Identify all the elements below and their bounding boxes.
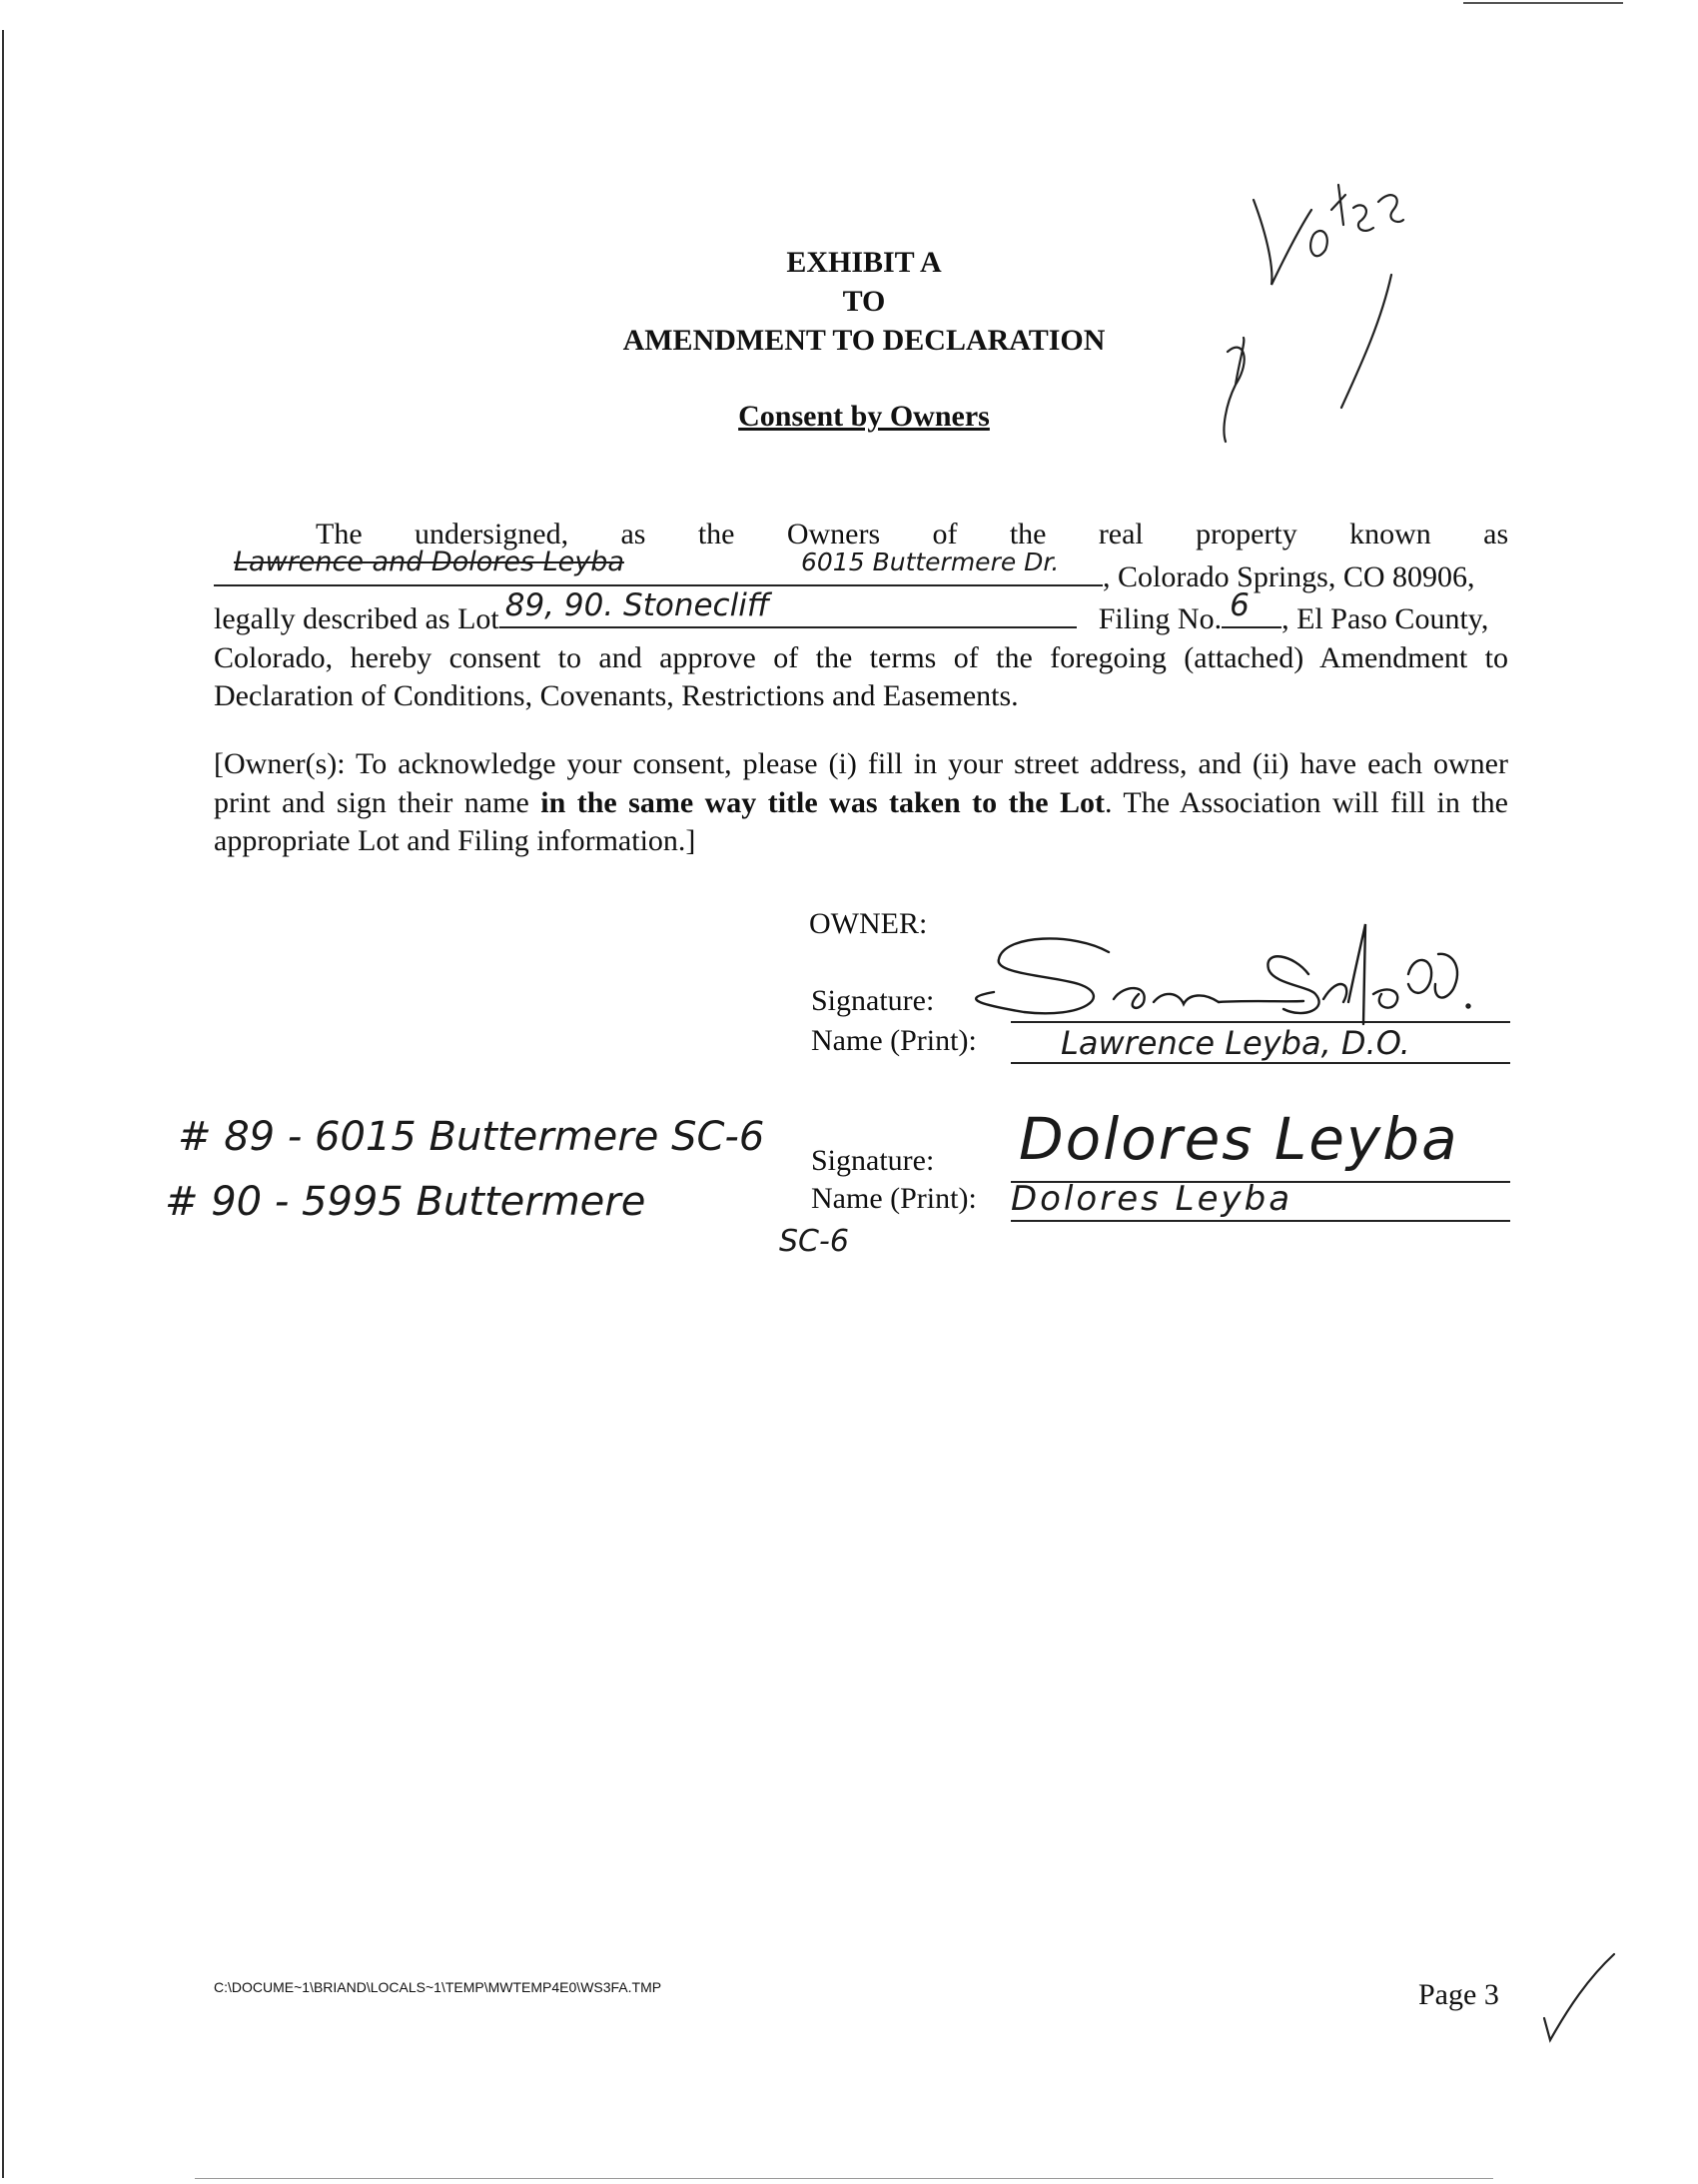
lot-89-note: # 89 - 6015 Buttermere SC-6 <box>178 1114 765 1160</box>
consent-word: property <box>1196 518 1297 550</box>
filing-handwritten: 6 <box>1230 586 1250 623</box>
page-number: Page 3 <box>1418 1978 1499 2011</box>
consent-word: as <box>620 518 646 550</box>
exhibit-title <box>0 243 1698 360</box>
consent-line-4: Colorado, hereby consent to and approve of the terms of the foregoing (attached) Amendment to <box>214 640 1508 674</box>
file-path: C:\DOCUME~1\BRIAND\LOCALS~1\TEMP\MWTEMP4E0\WS3FA.TMP <box>214 1979 662 1995</box>
county-text: , El Paso County, <box>1281 602 1489 635</box>
consent-word: the <box>697 518 735 550</box>
consent-word: The <box>316 518 363 550</box>
lot-prefix: legally described as Lot <box>214 602 499 635</box>
filing-blank <box>1222 586 1281 628</box>
signature-label-2: Signature: <box>811 1144 935 1177</box>
signature-2-handwritten: Dolores Leyba <box>1019 1105 1459 1173</box>
owner-names-handwritten: Lawrence and Dolores Leyba <box>234 546 624 577</box>
filing-prefix: Filing No. <box>1098 602 1223 635</box>
consent-word: Owners <box>786 518 881 550</box>
consent-word: real <box>1098 518 1144 550</box>
bottom-scan-mark <box>195 2178 1493 2179</box>
signature-1-image <box>964 914 1503 1029</box>
votes-margin-note <box>1214 180 1423 450</box>
consent-word: of <box>932 518 958 550</box>
consent-line-3 <box>214 586 1508 639</box>
owner-label: OWNER: <box>809 907 928 940</box>
consent-word: the <box>1009 518 1047 550</box>
name-line-2 <box>1011 1220 1510 1222</box>
to-line: TO <box>842 285 886 318</box>
printed-name-1-handwritten: Lawrence Leyba, D.O. <box>1061 1024 1410 1062</box>
exhibit-line: EXHIBIT A <box>786 246 942 279</box>
name-line-1 <box>1011 1062 1510 1064</box>
lot-90-note: # 90 - 5995 Buttermere <box>165 1179 646 1225</box>
name-label-2: Name (Print): <box>811 1182 977 1215</box>
printed-name-2-handwritten: Dolores Leyba <box>1011 1179 1293 1219</box>
signature-label-1: Signature: <box>811 984 935 1017</box>
checkmark-icon <box>1538 1948 1618 2048</box>
instructions-text-1: [Owner(s): To acknowledge your consent, please (i) fill in your street address, and (ii) have each owner print and sign their name <box>214 747 1508 819</box>
consent-line-2 <box>214 546 1508 597</box>
consent-word: known <box>1349 518 1431 550</box>
name-label-1: Name (Print): <box>811 1024 977 1057</box>
lot-blank <box>499 586 1077 628</box>
city-state-zip: , Colorado Springs, CO 80906, <box>1103 559 1475 593</box>
consent-line-5: Declaration of Conditions, Covenants, Restrictions and Easements. <box>214 679 1019 712</box>
instructions-paragraph <box>214 745 1508 861</box>
lot-handwritten: 89, 90. Stonecliff <box>504 586 770 623</box>
instructions-bold: in the same way title was taken to the Lot <box>540 785 1105 819</box>
consent-word: as <box>1483 518 1509 550</box>
owner-address-blank <box>214 546 1103 586</box>
top-scan-mark <box>1463 2 1623 4</box>
consent-paragraph <box>214 516 1508 716</box>
amendment-line: AMENDMENT TO DECLARATION <box>622 324 1106 357</box>
instructions-text-2: . The Association will fill in the appropriate Lot and Filing information.] <box>214 785 1509 857</box>
lot-90-sc-note: SC-6 <box>779 1224 849 1259</box>
consent-word: undersigned, <box>414 518 569 550</box>
street-address-handwritten: 6015 Buttermere Dr. <box>801 547 1060 576</box>
consent-subtitle: Consent by Owners <box>738 400 990 433</box>
